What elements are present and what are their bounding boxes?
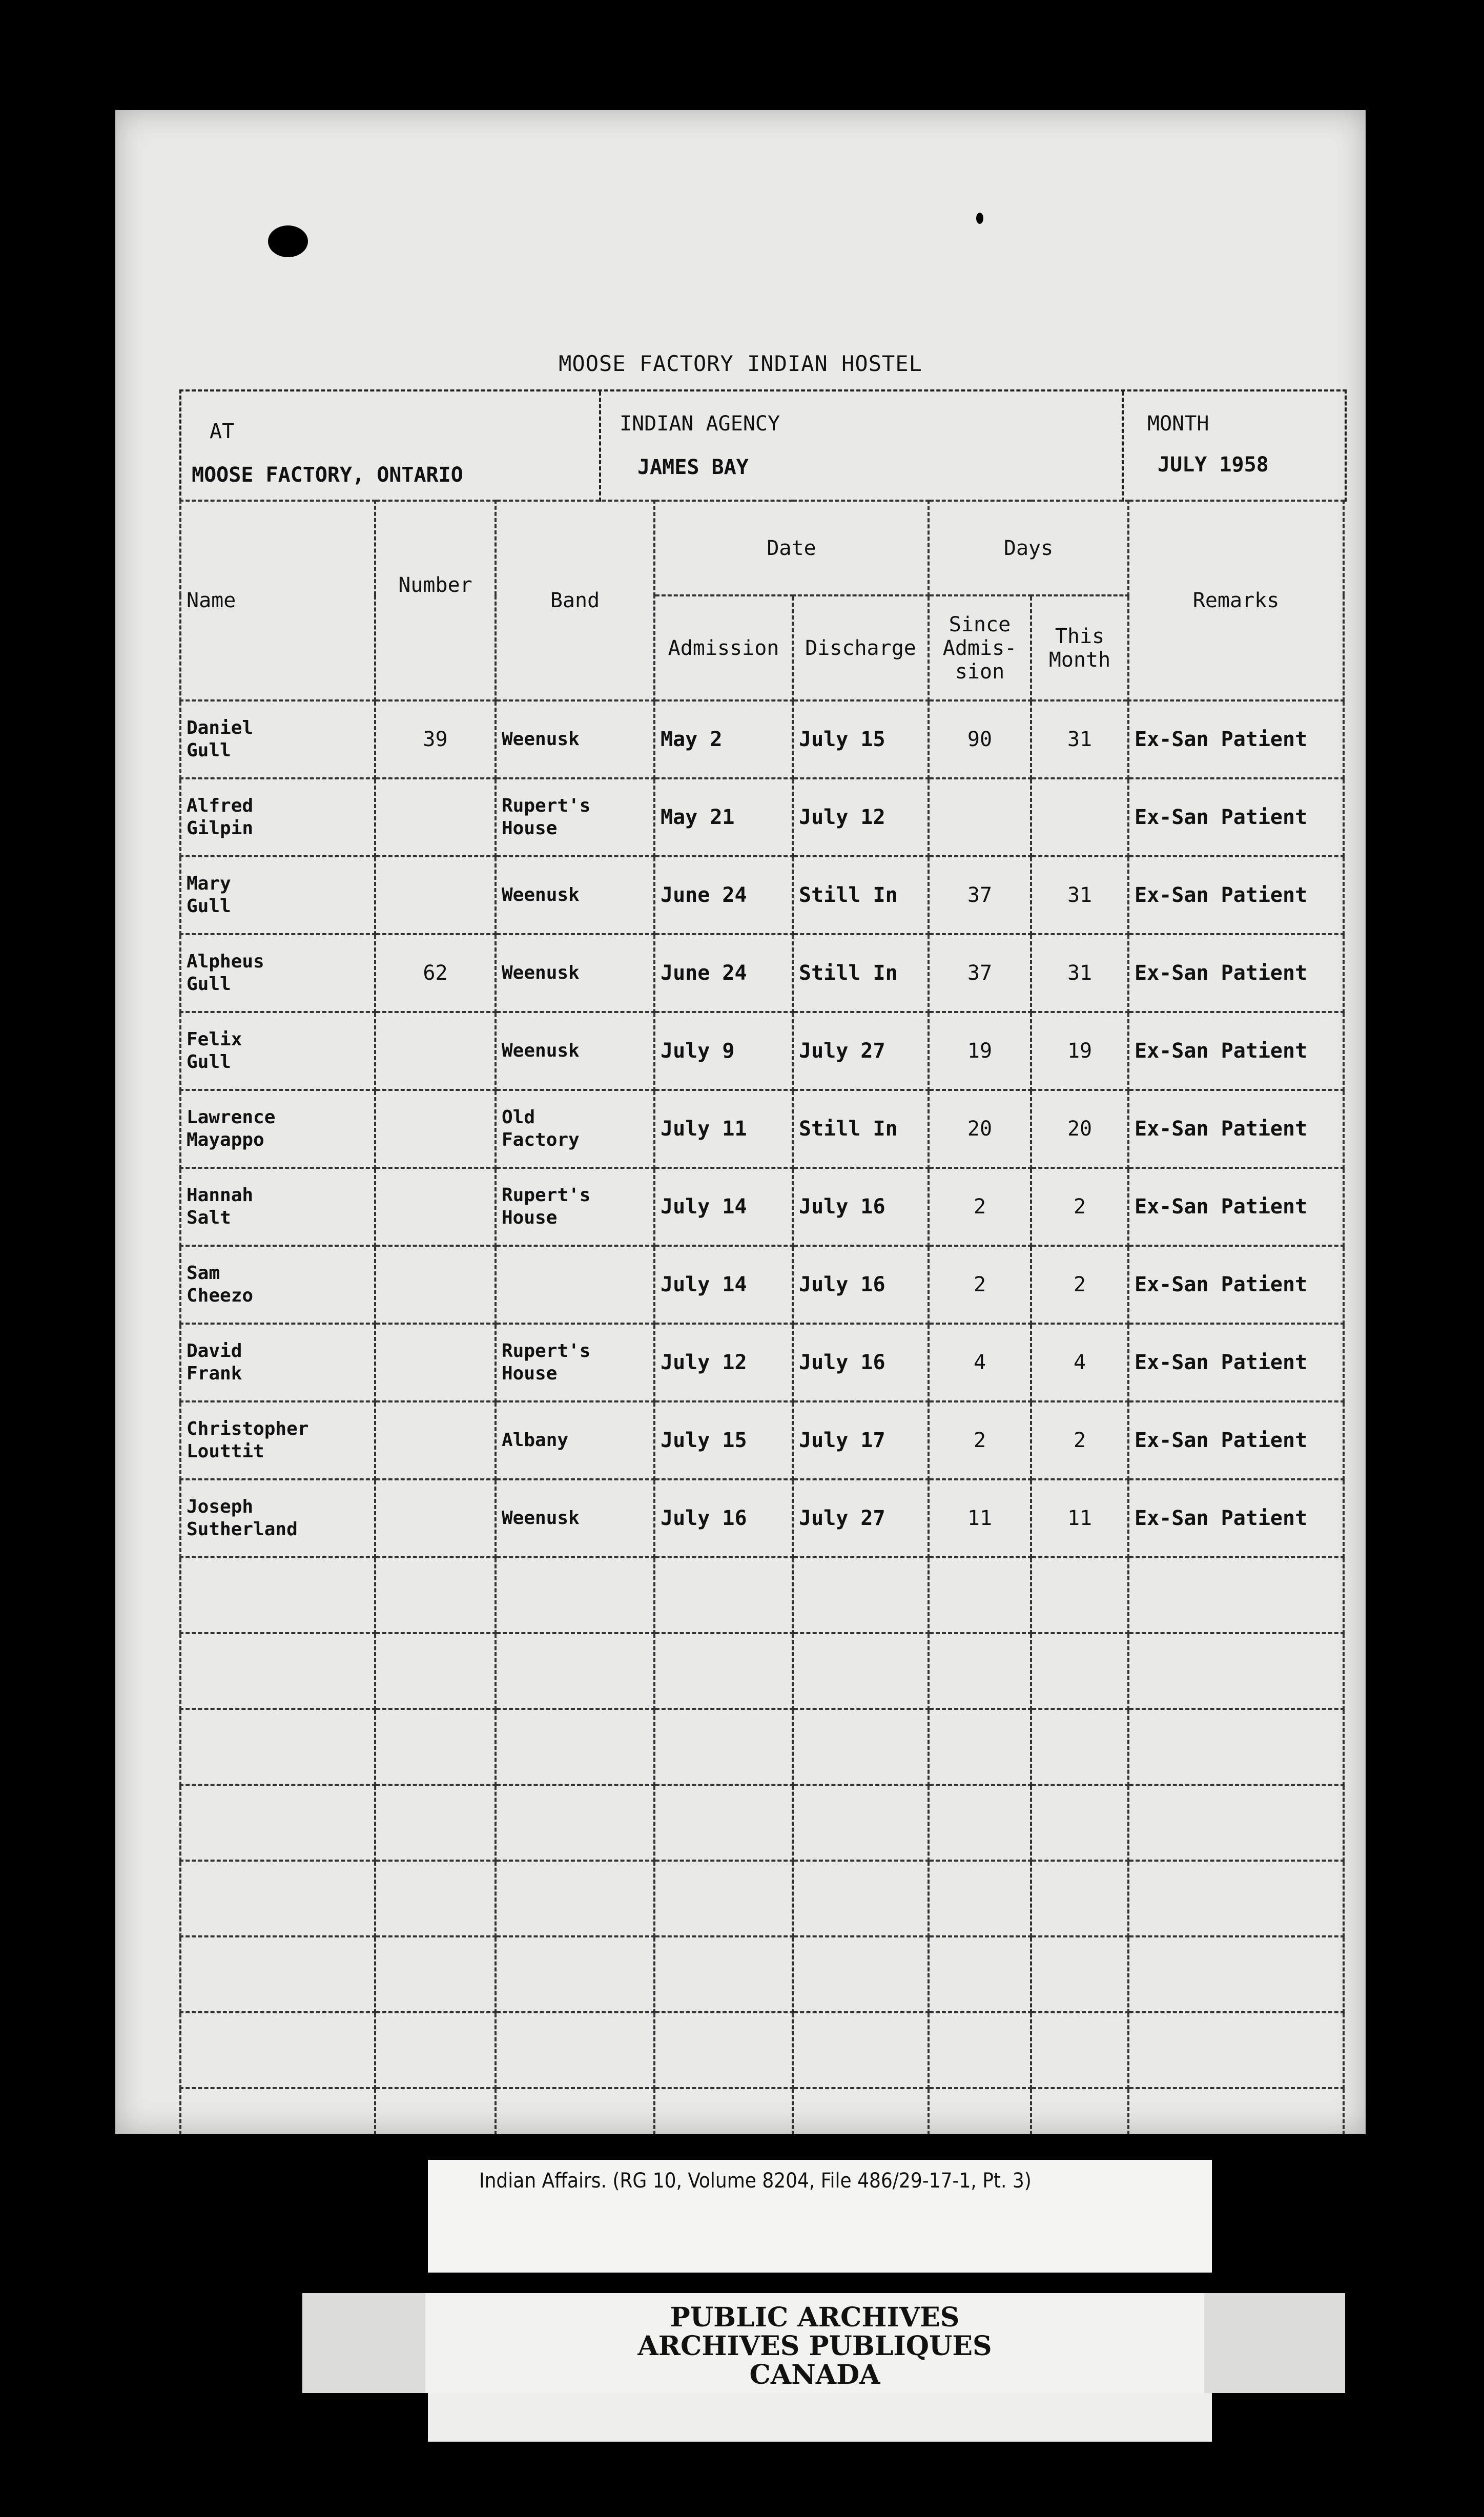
admission-cell: July 9 <box>661 1039 735 1063</box>
month-label: MONTH <box>1147 412 1209 436</box>
header-remarks: Remarks <box>1128 501 1344 700</box>
days-month-cell: 2 <box>1073 1195 1086 1219</box>
header-band: Band <box>496 501 654 700</box>
name-line-2: Mayappo <box>187 1129 264 1150</box>
remarks-cell: Ex-San Patient <box>1135 806 1308 829</box>
name-line-1: Christopher <box>187 1418 309 1439</box>
admission-cell: June 24 <box>661 883 747 907</box>
name-line-1: Alfred <box>187 795 254 816</box>
remarks-cell: Ex-San Patient <box>1135 1039 1308 1063</box>
table-row <box>180 1401 1344 1479</box>
discharge-cell: July 12 <box>799 806 885 829</box>
band-line-1: Rupert's <box>502 795 591 816</box>
days-month-cell: 11 <box>1067 1507 1093 1530</box>
header-days: Days <box>929 501 1128 595</box>
header-name: Name <box>180 501 375 700</box>
blank-table-row <box>180 1861 1344 1936</box>
header-admission: Admission <box>654 595 793 700</box>
label-lower-strip <box>428 2393 1212 2442</box>
header-divider <box>599 391 601 502</box>
discharge-cell: July 27 <box>799 1039 885 1063</box>
name-line-1: Joseph <box>187 1496 254 1517</box>
stamp-line-3: CANADA <box>749 2359 880 2390</box>
admission-cell: May 21 <box>661 806 735 829</box>
header-this-month: This Month <box>1031 595 1128 700</box>
discharge-cell: July 16 <box>799 1273 885 1296</box>
days-month-cell: 19 <box>1067 1039 1093 1063</box>
band-line-1: Weenusk <box>502 884 580 905</box>
table-row <box>180 1324 1344 1401</box>
blank-table-row <box>180 1709 1344 1785</box>
band-line-1: Albany <box>502 1430 569 1451</box>
name-line-2: Gull <box>187 896 231 917</box>
days-since-cell: 2 <box>973 1195 986 1219</box>
days-month-cell: 31 <box>1067 883 1093 907</box>
table-row <box>180 778 1344 856</box>
table-row <box>180 1090 1344 1168</box>
band-line-2: House <box>502 818 558 839</box>
table-row <box>180 934 1344 1012</box>
days-since-cell: 11 <box>967 1507 993 1530</box>
admission-cell: July 14 <box>661 1195 747 1219</box>
header-date: Date <box>654 501 929 595</box>
blank-table-row <box>180 1557 1344 1633</box>
name-line-2: Gull <box>187 740 231 761</box>
name-line-1: Felix <box>187 1029 242 1050</box>
remarks-cell: Ex-San Patient <box>1135 961 1308 985</box>
band-line-1: Rupert's <box>502 1185 591 1206</box>
table-row <box>180 1012 1344 1090</box>
admission-cell: June 24 <box>661 961 747 985</box>
days-since-cell: 20 <box>967 1117 993 1141</box>
name-line-2: Frank <box>187 1363 242 1384</box>
discharge-cell: Still In <box>799 961 898 985</box>
remarks-cell: Ex-San Patient <box>1135 1273 1308 1296</box>
remarks-cell: Ex-San Patient <box>1135 1117 1308 1141</box>
discharge-cell: Still In <box>799 883 898 907</box>
discharge-cell: July 16 <box>799 1351 885 1374</box>
days-month-cell: 31 <box>1067 961 1093 985</box>
ink-speck <box>976 213 983 224</box>
archives-stamp-strip <box>302 2293 1345 2393</box>
name-line-1: Alpheus <box>187 951 264 972</box>
header-since-admission: Since Admis- sion <box>929 595 1031 700</box>
month-value: JULY 1958 <box>1158 453 1269 477</box>
remarks-cell: Ex-San Patient <box>1135 728 1308 751</box>
days-month-cell: 2 <box>1073 1429 1086 1452</box>
name-line-2: Gilpin <box>187 818 254 839</box>
name-line-2: Salt <box>187 1207 231 1228</box>
table-row <box>180 856 1344 934</box>
table-row <box>180 1168 1344 1246</box>
band-line-1: Old <box>502 1107 535 1128</box>
name-line-1: Sam <box>187 1263 220 1284</box>
discharge-cell: July 16 <box>799 1195 885 1219</box>
table-row <box>180 700 1344 778</box>
blank-table-row <box>180 1936 1344 2012</box>
stamp-line-1: PUBLIC ARCHIVES <box>670 2302 960 2333</box>
admission-cell: May 2 <box>661 728 723 751</box>
band-line-2: House <box>502 1363 558 1384</box>
name-line-1: Lawrence <box>187 1107 276 1128</box>
days-since-cell: 2 <box>973 1429 986 1452</box>
band-line-1: Weenusk <box>502 729 580 750</box>
agency-value: JAMES BAY <box>637 456 749 479</box>
ink-blot <box>268 225 308 257</box>
name-line-2: Gull <box>187 1051 231 1072</box>
hostel-register-table <box>179 500 1345 2134</box>
discharge-cell: July 17 <box>799 1429 885 1452</box>
name-line-1: David <box>187 1340 242 1361</box>
days-month-cell: 31 <box>1067 728 1093 751</box>
table-row <box>180 1479 1344 1557</box>
remarks-cell: Ex-San Patient <box>1135 1429 1308 1452</box>
discharge-cell: July 15 <box>799 728 885 751</box>
at-value: MOOSE FACTORY, ONTARIO <box>192 463 463 487</box>
band-line-1: Weenusk <box>502 1508 580 1529</box>
agency-label: INDIAN AGENCY <box>620 412 780 436</box>
number-cell: 62 <box>423 961 448 985</box>
blank-table-row <box>180 2012 1344 2088</box>
archives-stamp <box>425 2293 1204 2393</box>
discharge-cell: July 27 <box>799 1507 885 1530</box>
header-divider <box>1122 391 1124 502</box>
days-since-cell: 2 <box>973 1273 986 1296</box>
header-box <box>179 389 1347 502</box>
blank-table-row <box>180 1785 1344 1861</box>
document-title: MOOSE FACTORY INDIAN HOSTEL <box>559 351 922 376</box>
discharge-cell: Still In <box>799 1117 898 1141</box>
name-line-1: Hannah <box>187 1185 254 1206</box>
document-sheet <box>115 110 1366 2134</box>
admission-cell: July 16 <box>661 1507 747 1530</box>
admission-cell: July 15 <box>661 1429 747 1452</box>
name-line-1: Daniel <box>187 717 254 738</box>
table-row <box>180 1246 1344 1324</box>
archive-reference-text: Indian Affairs. (RG 10, Volume 8204, File 486/29-17-1, Pt. 3) <box>479 2169 1032 2193</box>
name-line-2: Sutherland <box>187 1519 298 1540</box>
days-month-cell: 4 <box>1073 1351 1086 1374</box>
header-number: Number <box>375 501 496 700</box>
days-month-cell: 2 <box>1073 1273 1086 1296</box>
admission-cell: July 14 <box>661 1273 747 1296</box>
days-since-cell: 37 <box>967 883 993 907</box>
stamp-line-2: ARCHIVES PUBLIQUES <box>637 2330 992 2362</box>
days-since-cell: 37 <box>967 961 993 985</box>
admission-cell: July 11 <box>661 1117 747 1141</box>
band-line-2: Factory <box>502 1129 580 1150</box>
header-discharge: Discharge <box>793 595 929 700</box>
blank-table-row <box>180 1633 1344 1709</box>
name-line-2: Cheezo <box>187 1285 254 1306</box>
days-since-cell: 19 <box>967 1039 993 1063</box>
band-line-1: Weenusk <box>502 1040 580 1061</box>
days-since-cell: 4 <box>973 1351 986 1374</box>
days-since-cell: 90 <box>967 728 993 751</box>
archive-reference-label <box>428 2160 1212 2273</box>
blank-table-row <box>180 2088 1344 2134</box>
name-line-1: Mary <box>187 873 231 894</box>
remarks-cell: Ex-San Patient <box>1135 1195 1308 1219</box>
remarks-cell: Ex-San Patient <box>1135 1507 1308 1530</box>
name-line-2: Louttit <box>187 1441 264 1462</box>
at-label: AT <box>210 420 235 443</box>
remarks-cell: Ex-San Patient <box>1135 1351 1308 1374</box>
name-line-2: Gull <box>187 974 231 995</box>
admission-cell: July 12 <box>661 1351 747 1374</box>
band-line-1: Rupert's <box>502 1340 591 1361</box>
days-month-cell: 20 <box>1067 1117 1093 1141</box>
remarks-cell: Ex-San Patient <box>1135 883 1308 907</box>
band-line-2: House <box>502 1207 558 1228</box>
number-cell: 39 <box>423 728 448 751</box>
band-line-1: Weenusk <box>502 962 580 983</box>
